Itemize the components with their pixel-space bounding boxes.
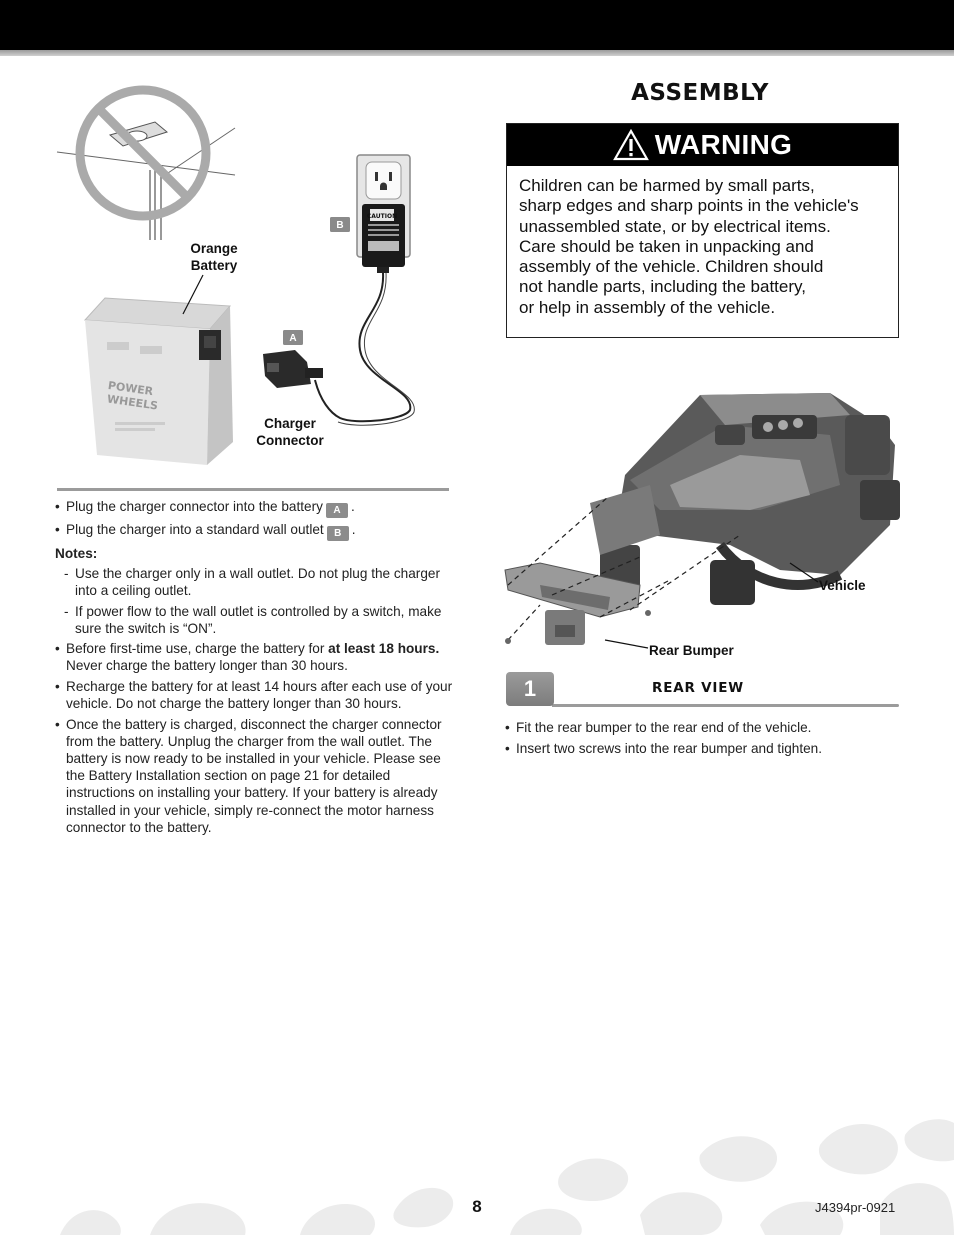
warning-text [519,176,891,318]
warning-line: or help in assembly of the vehicle. [519,297,776,317]
list-item-emphasis: at least 18 hours. [328,641,440,657]
note-dash: - [64,565,69,581]
charger-connector-icon [263,350,323,388]
vehicle-bumper-illustration [500,385,905,665]
top-bar [0,0,954,50]
list-item [55,498,460,518]
step-title: REAR VIEW [652,680,744,696]
note-item [55,565,460,599]
top-bar-shade [0,50,954,56]
document-code: J4394pr-0921 [815,1200,896,1215]
footer-decoration [0,1115,954,1235]
step-underline [552,704,899,707]
connector-label-line: Connector [256,433,324,448]
list-item [55,521,460,541]
list-item: • Fit the rear bumper to the rear end of the vehicle. [505,719,900,736]
battery-brand-text: POWER [107,378,154,399]
warning-header [507,124,898,166]
footer-pattern [0,1115,954,1235]
badge-a-icon [283,330,303,345]
list-item-text: Never charge the battery longer than 30 hours. [66,658,348,674]
warning-line: Children can be harmed by small parts, [519,176,815,195]
charger-label: CAUTION [366,213,398,220]
list-item: • Recharge the battery for at least 14 hours after each use of your vehicle. Do not charge the battery longer than 30 hours. [55,678,460,712]
warning-title: WARNING [654,129,793,160]
battery-brand-text: WHEELS [106,392,159,413]
badge-b-icon [330,217,350,232]
list-item-text: Plug the charger connector into the battery [66,499,323,514]
warning-line: not handle parts, including the battery, [519,277,806,297]
badge-b-text: B [336,220,344,231]
page-title: ASSEMBLY [631,80,769,106]
warning-line: assembly of the vehicle. Children should [519,257,824,277]
note-text: Use the charger only in a wall outlet. Do not plug the charger into a ceiling outlet. [75,565,440,598]
step-header [506,670,899,710]
section-divider [57,488,449,491]
rear-bumper-label: Rear Bumper [649,643,734,658]
note-item [55,603,460,637]
badge-a-text: A [289,333,297,344]
list-item [55,640,460,674]
orange-battery-icon [85,298,233,465]
badge-a-inline: A [326,503,348,518]
connector-label [251,415,329,449]
list-item-end: . [351,522,356,538]
warning-box [506,123,899,338]
battery-label-line: Orange [190,241,238,256]
list-item: • Insert two screws into the rear bumper and tighten. [505,740,900,757]
step-instructions [505,719,900,760]
warning-line: unassembled state, or by electrical items. [519,216,831,236]
list-item-end: . [350,499,355,514]
list-item: • Once the battery is charged, disconnect the charger connector from the battery. Unplug the charger from the wall outlet. The battery is now ready to be installed in your vehicle. Please see the Battery Installation section on page 21 for detailed instructions on installing your battery. If your battery is already installed in your vehicle, simply re-connect the motor harness connector to the battery. [55,716,460,836]
list-item-text: Plug the charger into a standard wall outlet [66,522,324,538]
charger-icon [362,204,405,273]
charging-instructions [55,498,460,839]
page-number: 8 [472,1197,482,1216]
list-item-text: Before first-time use, charge the battery for [66,641,329,657]
connector-label-line: Charger [264,416,316,431]
vehicle-icon [590,393,900,605]
warning-line: Care should be taken in unpacking and [519,236,814,256]
battery-charger-illustration [55,80,455,475]
badge-b-inline: B [327,526,349,541]
vehicle-bumper-drawing [500,385,905,665]
warning-line: sharp edges and sharp points in the vehicle's [519,196,859,216]
note-text: If power flow to the wall outlet is controlled by a switch, make sure the switch is “ON”. [75,603,442,636]
no-ceiling-outlet-icon [57,90,235,240]
battery-label-line: Battery [190,258,238,273]
battery-label [181,240,247,274]
warning-triangle-icon [613,129,649,161]
step-number-badge: 1 [506,672,554,706]
notes-heading: Notes: [55,545,98,561]
note-dash: - [64,603,69,619]
vehicle-label: Vehicle [819,578,866,593]
